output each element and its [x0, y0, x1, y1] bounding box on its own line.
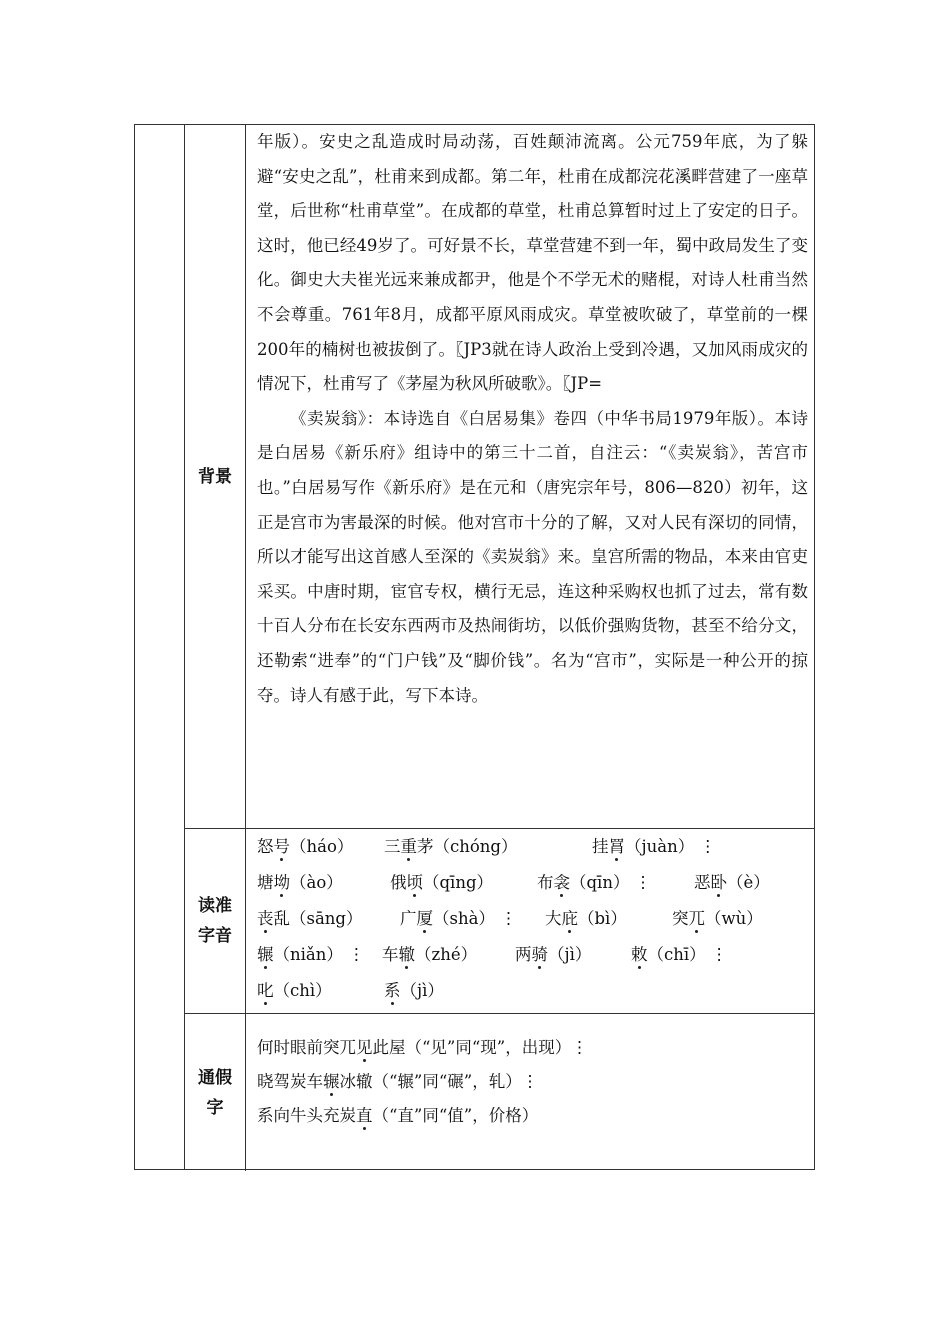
- pinyin: （niǎn）: [273, 945, 343, 964]
- pronunciation-item: [694, 868, 770, 898]
- tongjia-label-line-2: 字: [206, 1097, 224, 1118]
- pronunciation-label-line-1: 读准: [198, 896, 232, 916]
- pinyin: （chóng）: [433, 837, 518, 856]
- pinyin: （shà）: [433, 909, 495, 928]
- separator-mark: ⋮: [699, 837, 716, 856]
- word-text: 布: [537, 873, 554, 892]
- pinyin: （è）: [727, 873, 770, 892]
- pinyin: （juàn）: [625, 837, 695, 856]
- pronunciation-label: [185, 829, 246, 1013]
- pinyin: （bì）: [578, 909, 627, 928]
- pronunciation-item: [592, 832, 716, 862]
- tongjia-line: [257, 1065, 808, 1099]
- pronunciation-item: [257, 940, 365, 970]
- pronunciation-line: [257, 868, 808, 904]
- background-paragraph-2: 《卖炭翁》：本诗选自《白居易集》卷四（中华书局1979年版）。本诗是白居易《新乐府》组诗中的第三十二首，自注云：“《卖炭翁》，苦宫市也。”白居易写作《新乐府》是在元和（唐宪宗年号，806—820）初年，这正是宫市为害最深的时候。他对宫市十分的了解，又对人民有深切的同情，所以才能写出这首感人至深的《卖炭翁》来。皇宫所需的物品，本来由官吏采买。中唐时期，宦官专权，横行无忌，连这种采购权也抓了过去，常有数十百人分布在长安东西两市及热闹街坊，以低价强购货物，甚至不给分文，还勒索“进奉”的“门户钱”及“脚价钱”。名为“宫市”，实际是一种公开的掠夺。诗人有感于此，写下本诗。: [257, 408, 808, 705]
- pinyin: （jì）: [400, 981, 444, 1000]
- pronunciation-item: [631, 940, 727, 970]
- pronunciation-line: [257, 904, 808, 940]
- pronunciation-item: [545, 904, 627, 934]
- sentence-text: 此屋（“见”同“现”，出现）⋮: [372, 1038, 588, 1057]
- word-text: 俄: [390, 873, 407, 892]
- pinyin: （zhé）: [415, 945, 478, 964]
- dotted-char: 系: [384, 981, 401, 1000]
- background-row: [185, 125, 814, 828]
- word-text: 车: [382, 945, 399, 964]
- pronunciation-line: [257, 940, 808, 976]
- pinyin: （sāng）: [290, 909, 363, 928]
- word-text: 大: [545, 909, 562, 928]
- info-table: [134, 124, 815, 1170]
- pinyin: （qīn）: [570, 873, 630, 892]
- word-text: 茅: [417, 837, 434, 856]
- tongjia-label-line-1: 通假: [198, 1067, 232, 1088]
- separator-mark: ⋮: [500, 909, 517, 928]
- word-text: 三: [384, 837, 401, 856]
- dotted-char: 坳: [273, 873, 290, 892]
- sentence-text: 何时眼前突兀: [257, 1038, 356, 1057]
- pinyin: （ào）: [290, 873, 343, 892]
- word-text: 两: [515, 945, 532, 964]
- word-text: 怒: [257, 837, 274, 856]
- dotted-char: 重: [400, 837, 417, 856]
- background-label: [185, 125, 246, 828]
- dotted-char: 顷: [406, 873, 423, 892]
- pronunciation-item: [257, 868, 343, 898]
- pronunciation-item: [384, 832, 518, 862]
- background-label-text: 背景: [198, 466, 232, 487]
- background-content: [246, 125, 814, 828]
- background-paragraph-1: 年版）。安史之乱造成时局动荡，百姓颠沛流离。公元759年底，为了躲避“安史之乱”，杜甫来到成都。第二年，杜甫在成都浣花溪畔营建了一座草堂，后世称“杜甫草堂”。在成都的草堂，杜甫总算暂时过上了安定的日子。这时，他已经49岁了。可好景不长，草堂营建不到一年，蜀中政局发生了变化。御史大夫崔光远来兼成都尹，他是个不学无术的赌棍，对诗人杜甫当然不会尊重。761年8月，成都平原风雨成灾。草堂被吹破了，草堂前的一棵200年的楠树也被拔倒了。〖JP3就在诗人政治上受到冷遇，又加风雨成灾的情况下，杜甫写了《茅屋为秋风所破歌》。〖JP=: [257, 132, 808, 394]
- word-text: 恶: [694, 873, 711, 892]
- empty-left-column: [135, 125, 185, 1169]
- dotted-char: 庇: [561, 909, 578, 928]
- dotted-char: 见: [356, 1038, 373, 1057]
- sentence-text: 冰辙（“辗”同“碾”，轧）⋮: [339, 1072, 539, 1091]
- pronunciation-row: [185, 828, 814, 1013]
- pinyin: （chī）: [647, 945, 706, 964]
- pronunciation-line: [257, 832, 808, 868]
- dotted-char: 兀: [688, 909, 705, 928]
- pinyin: （qīng）: [423, 873, 494, 892]
- pronunciation-item: [257, 976, 332, 1006]
- dotted-char: 辗: [257, 945, 274, 964]
- separator-mark: ⋮: [348, 945, 365, 964]
- pronunciation-item: [390, 868, 493, 898]
- dotted-char: 罥: [608, 837, 625, 856]
- sentence-text: 系向牛头充炭: [257, 1106, 356, 1125]
- pronunciation-item: [382, 940, 477, 970]
- dotted-char: 辗: [323, 1072, 340, 1091]
- pronunciation-line: [257, 976, 808, 1012]
- tongjia-content: [246, 1014, 814, 1171]
- tongjia-line: [257, 1099, 808, 1133]
- tongjia-line: [257, 1031, 808, 1065]
- dotted-char: 叱: [257, 981, 274, 1000]
- pinyin: （háo）: [290, 837, 354, 856]
- word-text: 广: [400, 909, 417, 928]
- dotted-char: 直: [356, 1106, 373, 1125]
- pronunciation-item: [257, 904, 363, 934]
- dotted-char: 卧: [710, 873, 727, 892]
- pronunciation-content: [246, 829, 814, 1013]
- dotted-char: 敕: [631, 945, 648, 964]
- dotted-char: 骑: [531, 945, 548, 964]
- pronunciation-item: [672, 904, 763, 934]
- word-text: 突: [672, 909, 689, 928]
- sentence-text: （“直”同“值”，价格）: [372, 1106, 539, 1125]
- tongjia-row: [185, 1013, 814, 1171]
- pinyin: （chì）: [273, 981, 332, 1000]
- dotted-char: 丧: [257, 909, 274, 928]
- dotted-char: 衾: [553, 873, 570, 892]
- pinyin: （wù）: [705, 909, 763, 928]
- pronunciation-item: [515, 940, 591, 970]
- separator-mark: ⋮: [634, 873, 652, 892]
- dotted-char: 辙: [398, 945, 415, 964]
- word-text: 塘: [257, 873, 274, 892]
- pronunciation-item: [537, 868, 651, 898]
- dotted-char: 厦: [416, 909, 433, 928]
- tongjia-label: [185, 1014, 246, 1171]
- sentence-text: 晓驾炭车: [257, 1072, 323, 1091]
- separator-mark: ⋮: [710, 945, 728, 964]
- pronunciation-item: [384, 976, 444, 1006]
- word-text: 挂: [592, 837, 609, 856]
- pronunciation-item: [257, 832, 353, 862]
- pinyin: （jì）: [548, 945, 592, 964]
- dotted-char: 号: [273, 837, 290, 856]
- pronunciation-label-line-2: 字音: [198, 926, 232, 946]
- word-text: 乱: [273, 909, 290, 928]
- pronunciation-item: [400, 904, 517, 934]
